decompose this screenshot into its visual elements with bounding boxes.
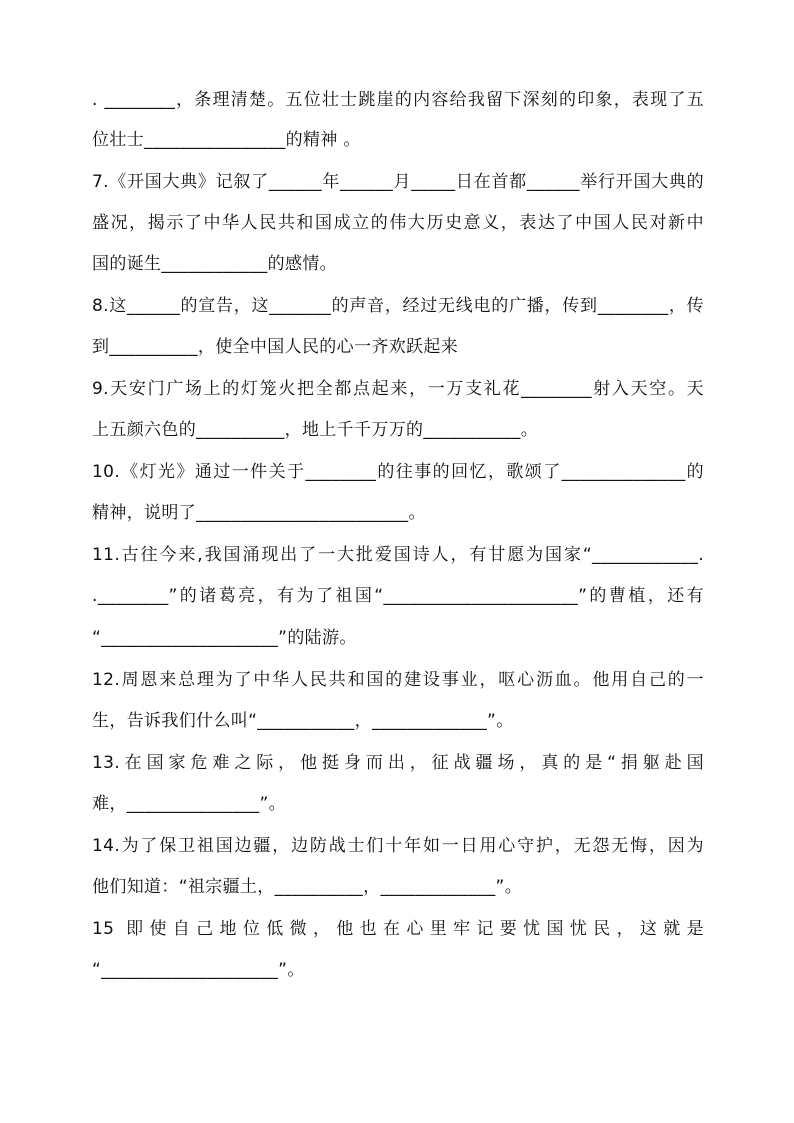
text-line: 上五颜六色的__________，地上千千万万的___________。 (92, 420, 539, 440)
question-11-line: 11.古往今来,我国涌现出了一大批爱国诗人，有甘愿为国家“____________. (92, 545, 704, 565)
text-line: 到__________，使全中国人民的心一齐欢跃起来 (92, 337, 459, 357)
text-line: 精神，说明了________________________。 (92, 503, 426, 523)
question-15-line: 15 即使自己地位低微，他也在心里牢记要忧国忧民，这就是 (92, 919, 704, 939)
question-14-line: 14.为了保卫祖国边疆，边防战士们十年如一日用心守护，无怨无悔，因为 (92, 836, 704, 856)
text-line: .________”的诸葛亮，有为了祖国“______________________”的曹植，还有 (92, 586, 704, 606)
text-line: “____________________”的陆游。 (92, 628, 357, 648)
question-8-line: 8.这______的宣告，这_______的声音，经过无线电的广播，传到________，传 (92, 296, 704, 316)
question-12-line: 12.周恩来总理为了中华人民共和国的建设事业，呕心沥血。他用自己的一 (92, 670, 704, 690)
question-9-line: 9.天安门广场上的灯笼火把全都点起来，一万支礼花________射入天空。天 (92, 379, 704, 399)
text-line: 盛况，揭示了中华人民共和国成立的伟大历史意义，表达了中国人民对新中 (92, 213, 704, 233)
text-line: “____________________”。 (92, 960, 305, 980)
text-line: 他们知道：“祖宗疆土，__________，_____________”。 (92, 877, 523, 897)
question-7-line: 7.《开国大典》记叙了______年______月_____日在首都______举行开国大典的 (92, 172, 704, 192)
text-line: 难，_______________”。 (92, 794, 286, 814)
text-line: . ________，条理清楚。五位壮士跳崖的内容给我留下深刻的印象，表现了五 (92, 90, 704, 110)
text-line: 位壮士________________的精神 。 (92, 130, 361, 150)
question-10-line: 10.《灯光》通过一件关于________的往事的回忆，歌颂了______________的 (92, 462, 704, 482)
question-13-line: 13.在国家危难之际，他挺身而出，征战疆场，真的是“捐躯赴国 (92, 753, 704, 773)
text-line: 生，告诉我们什么叫“___________，_____________”。 (92, 711, 514, 731)
text-line: 国的诞生____________的感情。 (92, 254, 337, 274)
